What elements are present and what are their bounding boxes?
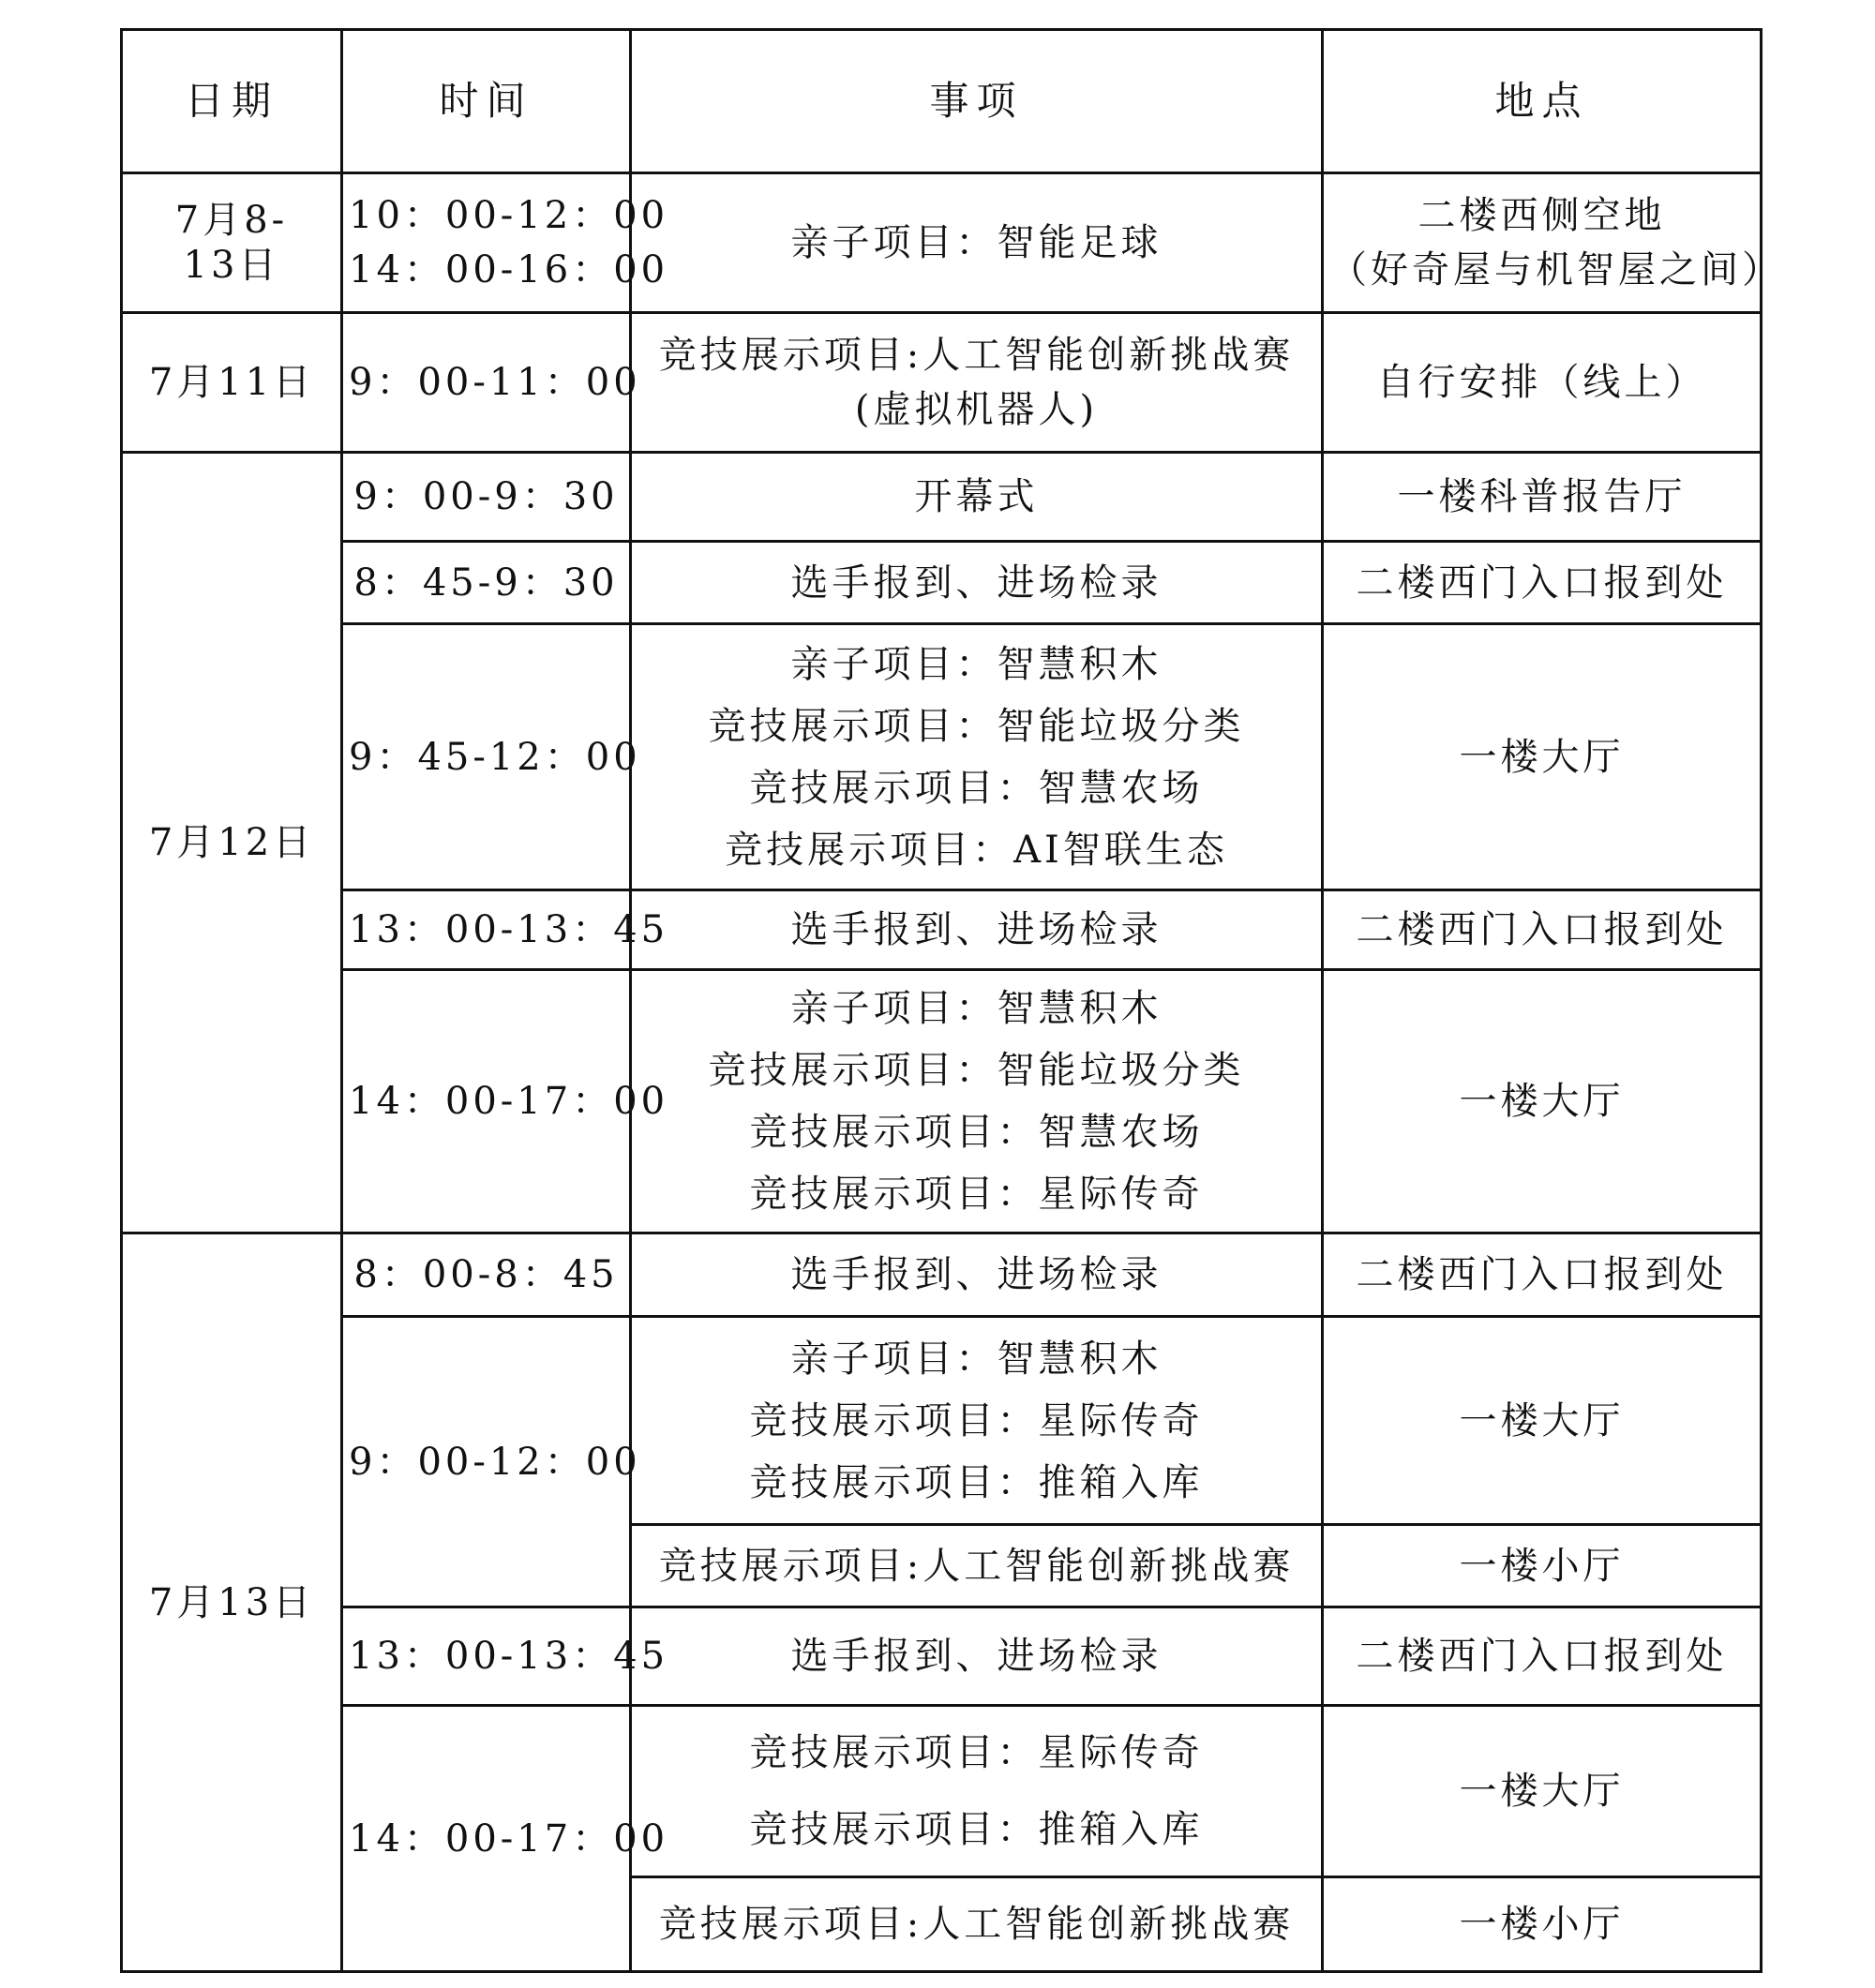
location-line: 自行安排（线上）	[1376, 361, 1707, 404]
event-cell	[631, 624, 1323, 890]
location-cell: 一楼大厅	[1323, 1706, 1762, 1877]
event-cell: 竞技展示项目:人工智能创新挑战赛	[631, 1525, 1323, 1607]
location-line: 二楼西侧空地	[1418, 194, 1666, 237]
location-cell	[1323, 173, 1783, 313]
header-date: 日期	[122, 30, 342, 173]
location-cell: 一楼小厅	[1323, 1877, 1762, 1972]
location-cell	[1323, 313, 1762, 453]
event-line: 亲子项目：智慧积木	[790, 1337, 1162, 1381]
time-cell: 13：00-13：45	[342, 1607, 631, 1706]
event-line: 竞技展示项目：智能垃圾分类	[708, 704, 1245, 748]
event-cell: 选手报到、进场检录	[631, 890, 1323, 970]
location-cell: 二楼西门入口报到处	[1323, 1607, 1762, 1706]
date-cell: 7月13日	[122, 1233, 342, 1972]
time-cell: 14：00-17：00	[342, 1706, 631, 1972]
time-line: 10：00-12：00	[349, 194, 669, 237]
table-row	[122, 453, 1762, 542]
event-line: (虚拟机器人)	[854, 388, 1099, 431]
location-cell: 一楼小厅	[1323, 1525, 1762, 1607]
event-line: 竞技展示项目:人工智能创新挑战赛	[658, 334, 1295, 377]
date-cell: 7月11日	[122, 313, 342, 453]
event-cell: 选手报到、进场检录	[631, 1233, 1323, 1317]
location-line: （好奇屋与机智屋之间）	[1329, 248, 1783, 291]
time-cell: 9：00-12：00	[342, 1317, 631, 1607]
header-location: 地点	[1323, 30, 1762, 173]
event-cell: 开幕式	[631, 453, 1323, 542]
time-cell: 8：45-9：30	[342, 542, 631, 624]
table-row	[122, 542, 1762, 624]
event-line: 亲子项目：智慧积木	[790, 987, 1162, 1030]
event-line: 竞技展示项目：智慧农场	[749, 766, 1204, 810]
time-cell: 9：45-12：00	[342, 624, 631, 890]
event-line: 竞技展示项目：推箱入库	[749, 1808, 1204, 1851]
table-row	[122, 1607, 1762, 1706]
table-row	[122, 1706, 1762, 1877]
event-cell: 选手报到、进场检录	[631, 1607, 1323, 1706]
time-cell	[342, 173, 669, 313]
table-row	[122, 1233, 1762, 1317]
header-row	[122, 30, 1762, 173]
event-cell	[631, 1706, 1323, 1877]
time-cell	[342, 313, 641, 453]
time-cell: 13：00-13：45	[342, 890, 631, 970]
location-cell: 二楼西门入口报到处	[1323, 542, 1762, 624]
table-row	[122, 173, 1762, 313]
time-line: 14：00-16：00	[349, 248, 669, 291]
time-cell: 8：00-8：45	[342, 1233, 631, 1317]
event-line: 竞技展示项目：智慧农场	[749, 1111, 1204, 1154]
event-line: 亲子项目：智慧积木	[790, 642, 1162, 686]
event-cell	[631, 313, 1323, 453]
event-cell: 选手报到、进场检录	[631, 542, 1323, 624]
event-cell	[631, 970, 1323, 1233]
location-cell: 一楼科普报告厅	[1323, 453, 1762, 542]
table-row	[122, 313, 1762, 453]
schedule-table	[120, 28, 1783, 1973]
location-cell: 二楼西门入口报到处	[1323, 1233, 1762, 1317]
location-cell: 一楼大厅	[1323, 1317, 1762, 1525]
event-line: 竞技展示项目：星际传奇	[749, 1398, 1204, 1442]
table-row	[122, 1317, 1762, 1525]
date-cell: 7月8-13日	[122, 173, 342, 313]
event-line: 竞技展示项目：星际传奇	[749, 1731, 1204, 1774]
event-line: 亲子项目：智能足球	[790, 221, 1162, 264]
event-line: 竞技展示项目：星际传奇	[749, 1173, 1204, 1216]
header-time: 时间	[342, 30, 631, 173]
event-line: 竞技展示项目：AI智联生态	[725, 828, 1228, 872]
time-line: 9：00-11：00	[349, 361, 641, 404]
event-line: 竞技展示项目：推箱入库	[749, 1460, 1204, 1504]
event-line: 竞技展示项目：智能垃圾分类	[708, 1049, 1245, 1092]
time-cell: 14：00-17：00	[342, 970, 631, 1233]
table-row	[122, 970, 1762, 1233]
table-row	[122, 624, 1762, 890]
event-cell: 竞技展示项目:人工智能创新挑战赛	[631, 1877, 1323, 1972]
table-row	[122, 890, 1762, 970]
location-cell: 一楼大厅	[1323, 970, 1762, 1233]
date-cell: 7月12日	[122, 453, 342, 1233]
location-cell: 一楼大厅	[1323, 624, 1762, 890]
event-cell	[631, 173, 1323, 313]
location-cell: 二楼西门入口报到处	[1323, 890, 1762, 970]
time-cell: 9：00-9：30	[342, 453, 631, 542]
header-event: 事项	[631, 30, 1323, 173]
event-cell	[631, 1317, 1323, 1525]
